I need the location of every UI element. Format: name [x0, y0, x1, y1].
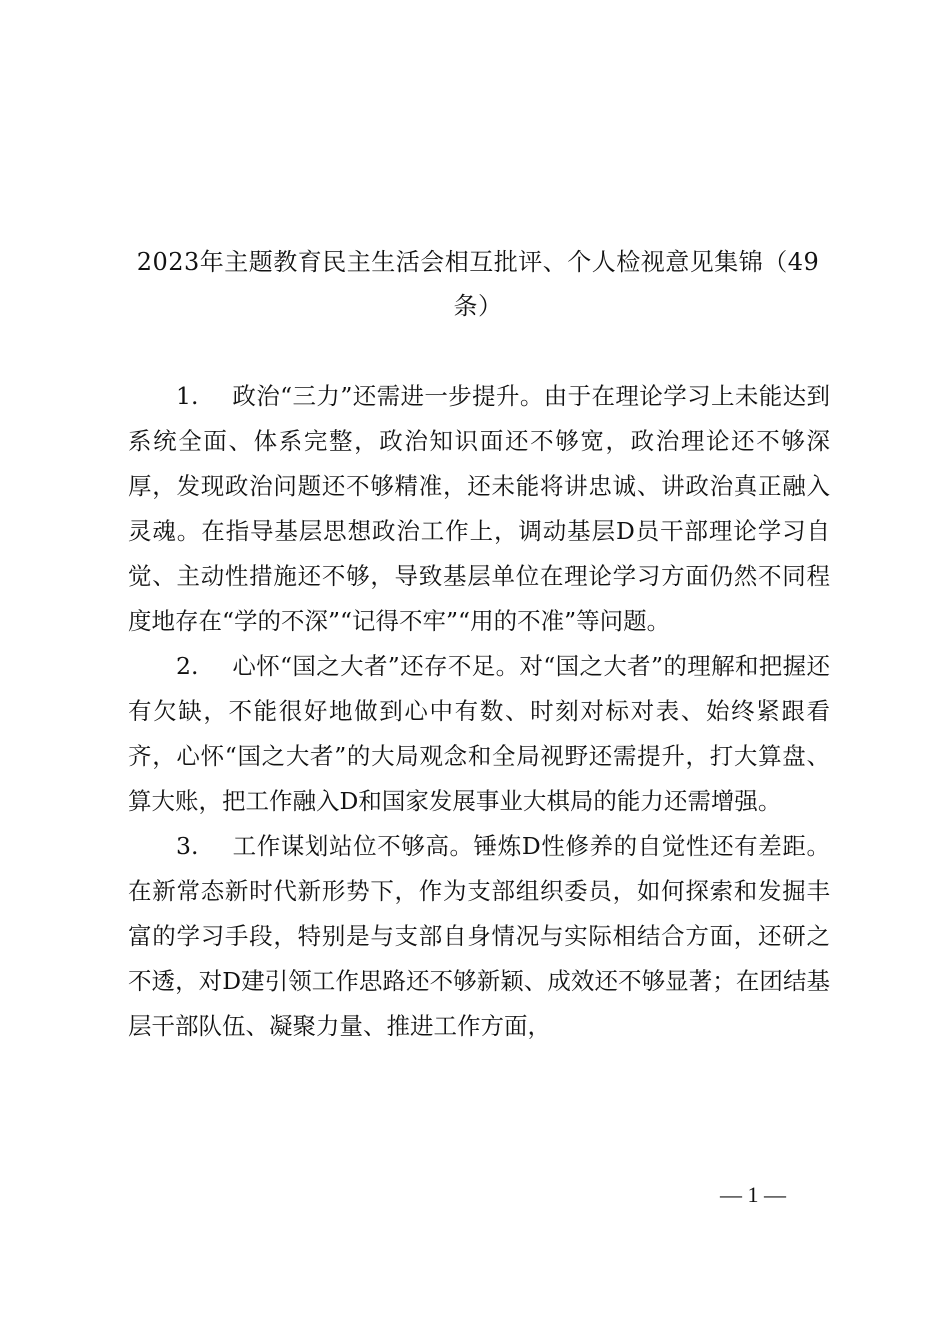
paragraph-1 — [128, 374, 830, 644]
paragraph-text: 心怀“国之大者”还存不足。对“国之大者”的理解和把握还有欠缺，不能很好地做到心中有数、时刻对标对表、始终紧跟看齐，心怀“国之大者”的大局观念和全局视野还需提升，打大算盘、算大账，把工作融入D和国家发展事业大棋局的能力还需增强。 — [128, 652, 830, 815]
page-number: — 1 — — [720, 1182, 786, 1207]
document-body — [128, 374, 830, 1049]
paragraph-text: 工作谋划站位不够高。锤炼D性修养的自觉性还有差距。在新常态新时代新形势下，作为支部组织委员，如何探索和发掘丰富的学习手段，特别是与支部自身情况与实际相结合方面，还研之不透，对D建引领工作思路还不够新颖、成效还不够显著；在团结基层干部队伍、凝聚力量、推进工作方面， — [128, 832, 830, 1040]
paragraph-2 — [128, 644, 830, 824]
paragraph-text: 政治“三力”还需进一步提升。由于在理论学习上未能达到系统全面、体系完整，政治知识面还不够宽，政治理论还不够深厚，发现政治问题还不够精准，还未能将讲忠诚、讲政治真正融入灵魂。在指导基层思想政治工作上，调动基层D员干部理论学习自觉、主动性措施还不够，导致基层单位在理论学习方面仍然不同程度地存在“学的不深”“记得不牢”“用的不准”等问题。 — [128, 382, 830, 635]
paragraph-number: 1. — [176, 382, 199, 410]
paragraph-number: 3. — [176, 832, 199, 860]
page-title: 2023年主题教育民主生活会相互批评、个人检视意见集锦（49条） — [136, 248, 820, 320]
paragraph-3 — [128, 824, 830, 1049]
paragraph-number: 2. — [176, 652, 199, 680]
